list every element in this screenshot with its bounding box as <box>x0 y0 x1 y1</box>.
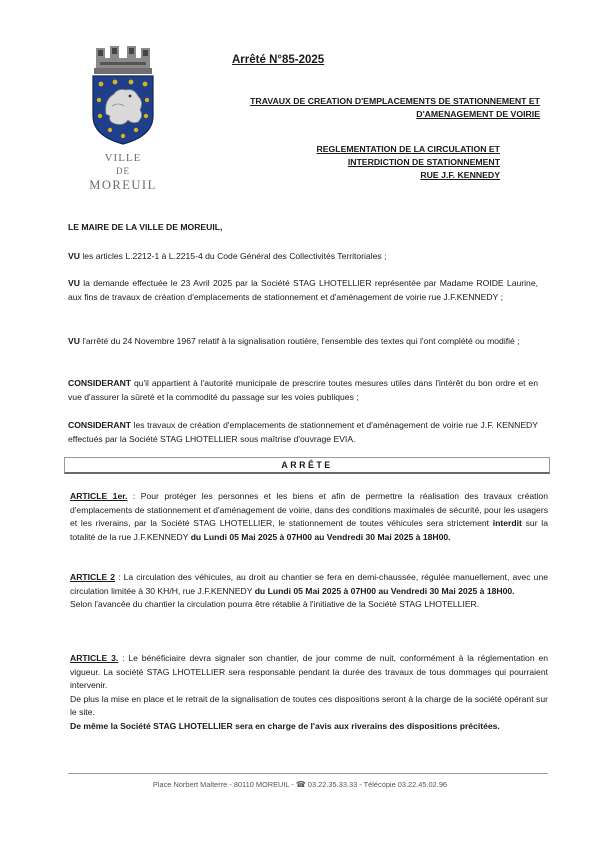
vu-paragraph-1 <box>68 250 538 264</box>
phone-icon: ☎ <box>295 780 306 789</box>
article-dates: du Lundi 05 Mai 2025 à 07H00 au Vendredi 30 Mai 2025 à 18H00. <box>190 531 451 542</box>
vu-text: les articles L.2212-1 à L.2215-4 du Code Général des Collectivités Territoriales ; <box>79 251 387 261</box>
subtitle-line2: INTERDICTION DE STATIONNEMENT <box>347 157 500 167</box>
vu-paragraph-2 <box>68 277 538 304</box>
article-text: : Pour protéger les personnes et les biens et afin de permettre la réalisation des travaux création d'emplacements de stationnement et d'aménagement de voirie, dans des conditions maximales de sécurité, pour les usagers et les riverains, par la Société STAG LHOTELLIER, le stationnement de toutes véhicules sera strictement <box>70 491 548 529</box>
article-dates: du Lundi 05 Mai 2025 à 07H00 au Vendredi 30 Mai 2025 à 18H00. <box>254 585 515 596</box>
article-text-bold: De même la Société STAG LHOTELLIER sera en charge de l'avis aux riverains des dispositions précitées. <box>70 720 500 731</box>
arrete-heading-box <box>64 457 550 474</box>
crown-icon <box>94 46 152 74</box>
town-name-line1: VILLE <box>104 152 142 164</box>
article-3 <box>70 652 548 734</box>
arrete-number: Arrêté N°85-2025 <box>232 54 325 66</box>
vu-label: VU <box>68 251 80 261</box>
town-name-line2: DE <box>116 166 130 176</box>
vu-label: VU <box>68 278 80 288</box>
vu-paragraph-3 <box>68 335 538 349</box>
vu-label: VU <box>68 336 80 346</box>
footer-address: Place Norbert Malterre - 80110 MOREUIL - <box>152 780 296 789</box>
article-text: De plus la mise en place et le retrait de la signalisation de toutes ces dispositions seront à la charge de la société opérant sur le site. <box>70 693 548 718</box>
considerant-label: CONSIDERANT <box>68 378 132 388</box>
title-line2: D'AMENAGEMENT DE VOIRIE <box>416 109 540 119</box>
document-subtitle <box>200 143 500 182</box>
subtitle-line3: RUE J.F. KENNEDY <box>420 170 500 180</box>
article-emphasis: interdit <box>492 518 522 529</box>
article-2 <box>70 571 548 612</box>
considerant-paragraph-1 <box>68 377 538 404</box>
arrete-heading: ARRÊTE <box>281 460 333 470</box>
considerant-text: les travaux de création d'emplacements de stationnement et d'aménagement de voirie rue J.F. KENNEDY effectués par la Société STAG LHOTELLIER sous maîtrise d'ouvrage EVIA. <box>68 420 538 444</box>
vu-text: l'arrêté du 24 Novembre 1967 relatif à la signalisation routière, l'ensemble des textes qui l'ont complété ou modifié ; <box>79 336 520 346</box>
article-label: ARTICLE 3. <box>70 653 119 663</box>
town-name-caption <box>80 152 166 193</box>
subtitle-line1: REGLEMENTATION DE LA CIRCULATION ET <box>316 144 500 154</box>
vu-text: la demande effectuée le 23 Avril 2025 par la Société STAG LHOTELLIER représentée par Madame ROIDE Laurine, aux fins de travaux de création d'emplacements de stationnement et d'aménagement de voirie rue J.F.KENNEDY ; <box>68 278 538 302</box>
considerant-text: qu'il appartient à l'autorité municipale de prescrire toutes mesures utiles dans l'intérêt du bon ordre et en vue d'assurer la sûreté et la commodité du passage sur les voies publiques ; <box>68 378 538 402</box>
article-label: ARTICLE 1er. <box>70 491 128 501</box>
town-name-line3: MOREUIL <box>89 178 157 192</box>
article-text: Selon l'avancée du chantier la circulation pourra être rétablie à l'initiative de la Société STAG LHOTELLIER. <box>70 599 480 610</box>
mayor-heading: LE MAIRE DE LA VILLE DE MOREUIL, <box>68 222 223 232</box>
article-1 <box>70 490 548 544</box>
article-text: : La circulation des véhicules, au droit au chantier se fera en demi-chaussée, régulée manuellement, avec une circulation limitée à 30 KH/H, rue J.F.KENNEDY <box>70 572 549 596</box>
footer-contact <box>60 780 540 789</box>
title-line1: TRAVAUX DE CREATION D'EMPLACEMENTS DE STATIONNEMENT ET <box>250 96 540 106</box>
article-text: : Le bénéficiaire devra signaler son chantier, de jour comme de nuit, conformément à la réglementation en vigueur. La société STAG LHOTELLIER sera responsable pendant la durée des travaux de tous dommages qui pourraient intervenir. <box>70 653 548 691</box>
article-text: sur la totalité de la rue J.F.KENNEDY <box>70 518 548 542</box>
document-title <box>200 95 540 121</box>
footer-divider <box>68 773 548 774</box>
considerant-paragraph-2 <box>68 419 538 446</box>
footer-phone: 03.22.35.33.33 - Télécopie 03.22.45.02.96 <box>305 780 448 789</box>
considerant-label: CONSIDERANT <box>68 420 132 430</box>
article-label: ARTICLE 2 <box>70 572 116 582</box>
town-crest-logo <box>88 44 158 146</box>
